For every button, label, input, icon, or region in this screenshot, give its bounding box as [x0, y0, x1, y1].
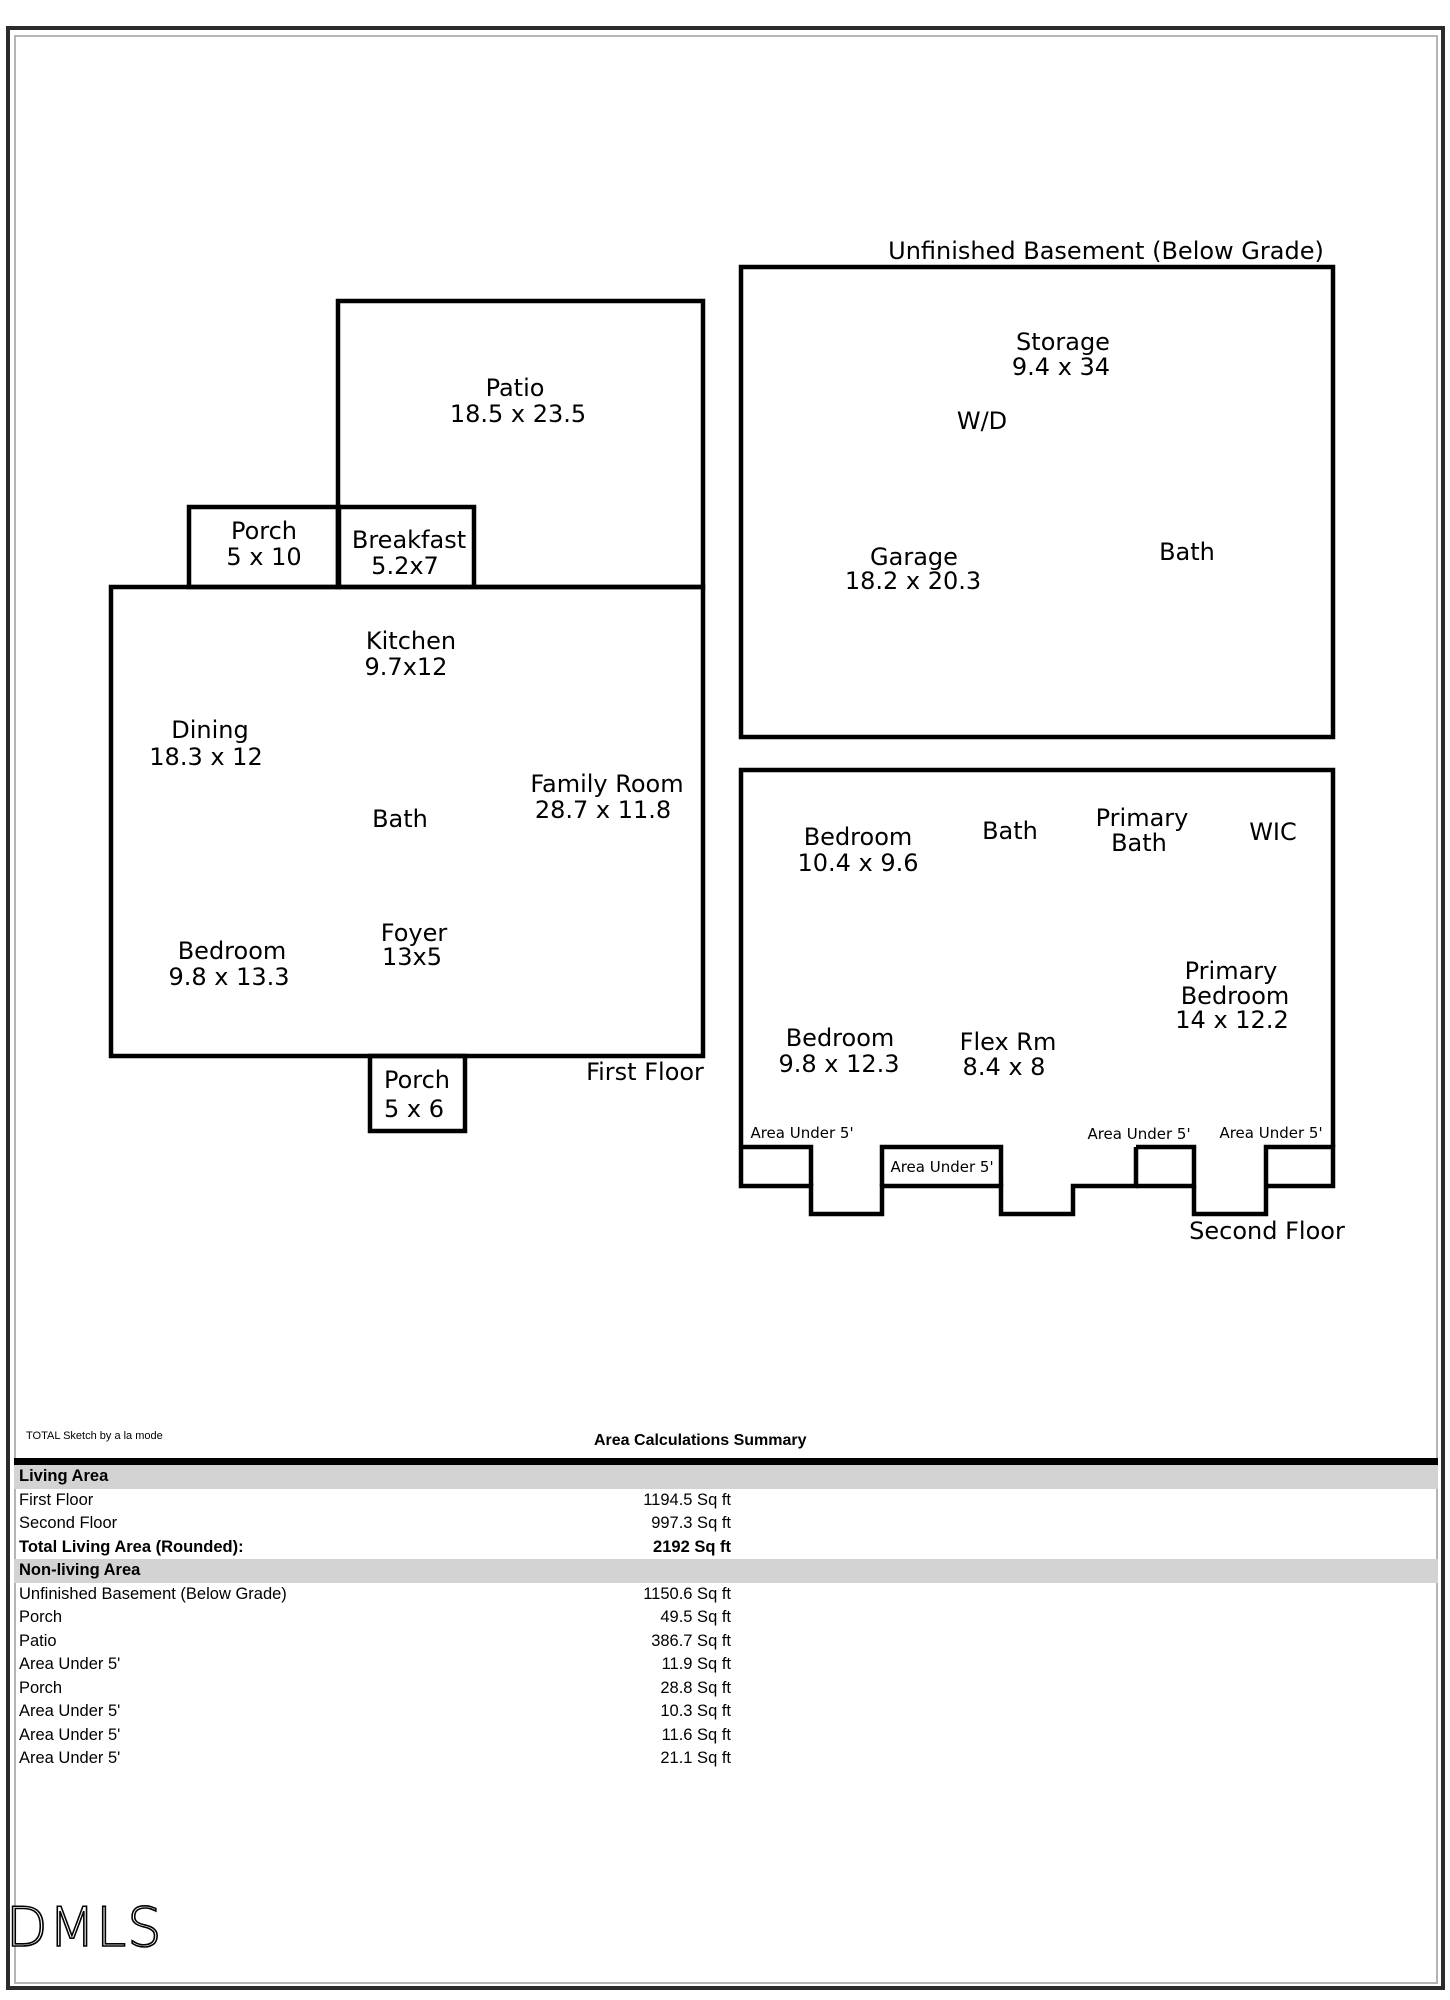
foyer-name: Foyer	[380, 919, 448, 947]
garage-name: Garage	[870, 543, 958, 571]
primary-bath-line1: Primary	[1095, 804, 1189, 832]
primary-bedroom-dims: 14 x 12.2	[1175, 1006, 1289, 1034]
total-value: 2192 Sq ft	[653, 1537, 731, 1556]
row-value: 1194.5 Sq ft	[643, 1490, 731, 1509]
second-bedroom-1-name: Bedroom	[803, 823, 913, 851]
family-room-dims: 28.7 x 11.8	[534, 796, 672, 824]
row-label: First Floor	[19, 1490, 94, 1509]
row-value: 11.6 Sq ft	[661, 1725, 731, 1744]
area-under-2-label: Area Under 5'	[890, 1158, 994, 1176]
table-row	[14, 1583, 1438, 1607]
first-floor-label: First Floor	[586, 1058, 704, 1086]
row-value: 11.9 Sq ft	[661, 1655, 731, 1673]
table-row	[14, 1677, 1438, 1701]
dining-name: Dining	[171, 716, 249, 744]
second-floor-labels	[750, 804, 1322, 1176]
table-row	[14, 1630, 1438, 1654]
row-value: 21.1 Sq ft	[660, 1749, 731, 1767]
area-under-1-label: Area Under 5'	[750, 1124, 854, 1142]
area-under-3-label: Area Under 5'	[1087, 1125, 1191, 1143]
second-floor-label: Second Floor	[1189, 1217, 1345, 1245]
row-value: 28.8 Sq ft	[660, 1678, 731, 1697]
row-label: Area Under 5'	[19, 1749, 121, 1767]
patio-dims: 18.5 x 23.5	[449, 400, 587, 428]
second-bedroom-1-dims: 10.4 x 9.6	[797, 849, 919, 877]
area-calculations-summary	[14, 1426, 1438, 1771]
breakfast-dims: 5.2x7	[371, 552, 439, 580]
row-label: Second Floor	[19, 1514, 118, 1532]
sketch-credit: TOTAL Sketch by a la mode	[26, 1430, 163, 1442]
kitchen-dims: 9.7x12	[364, 653, 448, 681]
row-value: 49.5 Sq ft	[660, 1608, 731, 1626]
garage-dims: 18.2 x 20.3	[844, 567, 982, 595]
basement-floor-label: Unfinished Basement (Below Grade)	[888, 237, 1324, 265]
second-bedroom-2-dims: 9.8 x 12.3	[778, 1050, 900, 1078]
living-area-header-label: Living Area	[19, 1467, 109, 1485]
total-living-area-row	[14, 1536, 1438, 1560]
row-label: Area Under 5'	[19, 1655, 121, 1673]
porch-top-name: Porch	[230, 517, 298, 545]
foyer-dims: 13x5	[381, 943, 443, 971]
primary-bath-line2: Bath	[1111, 829, 1167, 857]
wd-name: W/D	[956, 407, 1008, 435]
row-label: Porch	[19, 1608, 63, 1626]
primary-bedroom-line1: Primary	[1184, 957, 1278, 985]
basement-bath-name: Bath	[1159, 538, 1215, 566]
storage-dims: 9.4 x 34	[1011, 353, 1111, 381]
storage-name: Storage	[1016, 328, 1110, 356]
row-label: Porch	[19, 1678, 63, 1697]
flex-room-name: Flex Rm	[959, 1028, 1057, 1056]
mls-logo: DMLS	[6, 1896, 163, 1959]
row-label: Area Under 5'	[19, 1725, 121, 1744]
porch-top-dims: 5 x 10	[226, 543, 302, 571]
porch-bottom-name: Porch	[383, 1066, 451, 1094]
dining-dims: 18.3 x 12	[149, 743, 263, 771]
row-value: 1150.6 Sq ft	[643, 1584, 731, 1603]
table-row	[14, 1700, 1438, 1724]
row-value: 386.7 Sq ft	[651, 1631, 731, 1650]
non-living-area-header	[14, 1559, 1438, 1583]
total-label: Total Living Area (Rounded):	[19, 1537, 244, 1556]
summary-header	[14, 1426, 1438, 1456]
second-bedroom-2-name: Bedroom	[785, 1024, 895, 1052]
row-label: Unfinished Basement (Below Grade)	[19, 1584, 287, 1603]
table-row	[14, 1489, 1438, 1513]
family-room-name: Family Room	[530, 770, 684, 798]
first-floor-bath-name: Bath	[372, 805, 428, 833]
table-row	[14, 1606, 1438, 1630]
non-living-area-header-label: Non-living Area	[19, 1561, 141, 1579]
living-area-header	[14, 1465, 1438, 1489]
row-label: Patio	[19, 1631, 57, 1650]
kitchen-name: Kitchen	[365, 627, 457, 655]
first-floor-labels	[149, 374, 683, 1123]
row-value: 997.3 Sq ft	[651, 1514, 731, 1532]
row-value: 10.3 Sq ft	[660, 1702, 731, 1720]
basement-labels	[845, 328, 1215, 595]
area-under-4-outline	[1194, 1147, 1333, 1214]
first-floor-bedroom-dims: 9.8 x 13.3	[168, 963, 290, 991]
patio-name: Patio	[485, 374, 545, 402]
row-label: Area Under 5'	[19, 1702, 121, 1720]
table-row	[14, 1724, 1438, 1748]
area-under-1-outline	[741, 1147, 811, 1186]
area-under-3-outline	[1136, 1147, 1194, 1186]
wic-name: WIC	[1249, 818, 1297, 846]
flex-room-dims: 8.4 x 8	[962, 1053, 1046, 1081]
table-row	[14, 1653, 1438, 1677]
table-row	[14, 1747, 1438, 1771]
area-under-4-label: Area Under 5'	[1219, 1124, 1323, 1142]
summary-title: Area Calculations Summary	[594, 1432, 807, 1449]
first-floor-bedroom-name: Bedroom	[177, 937, 287, 965]
primary-bedroom-line2: Bedroom	[1180, 982, 1290, 1010]
summary-divider	[14, 1458, 1438, 1465]
breakfast-name: Breakfast	[351, 526, 467, 554]
porch-bottom-dims: 5 x 6	[384, 1095, 444, 1123]
second-bath-name: Bath	[982, 817, 1038, 845]
table-row	[14, 1512, 1438, 1536]
